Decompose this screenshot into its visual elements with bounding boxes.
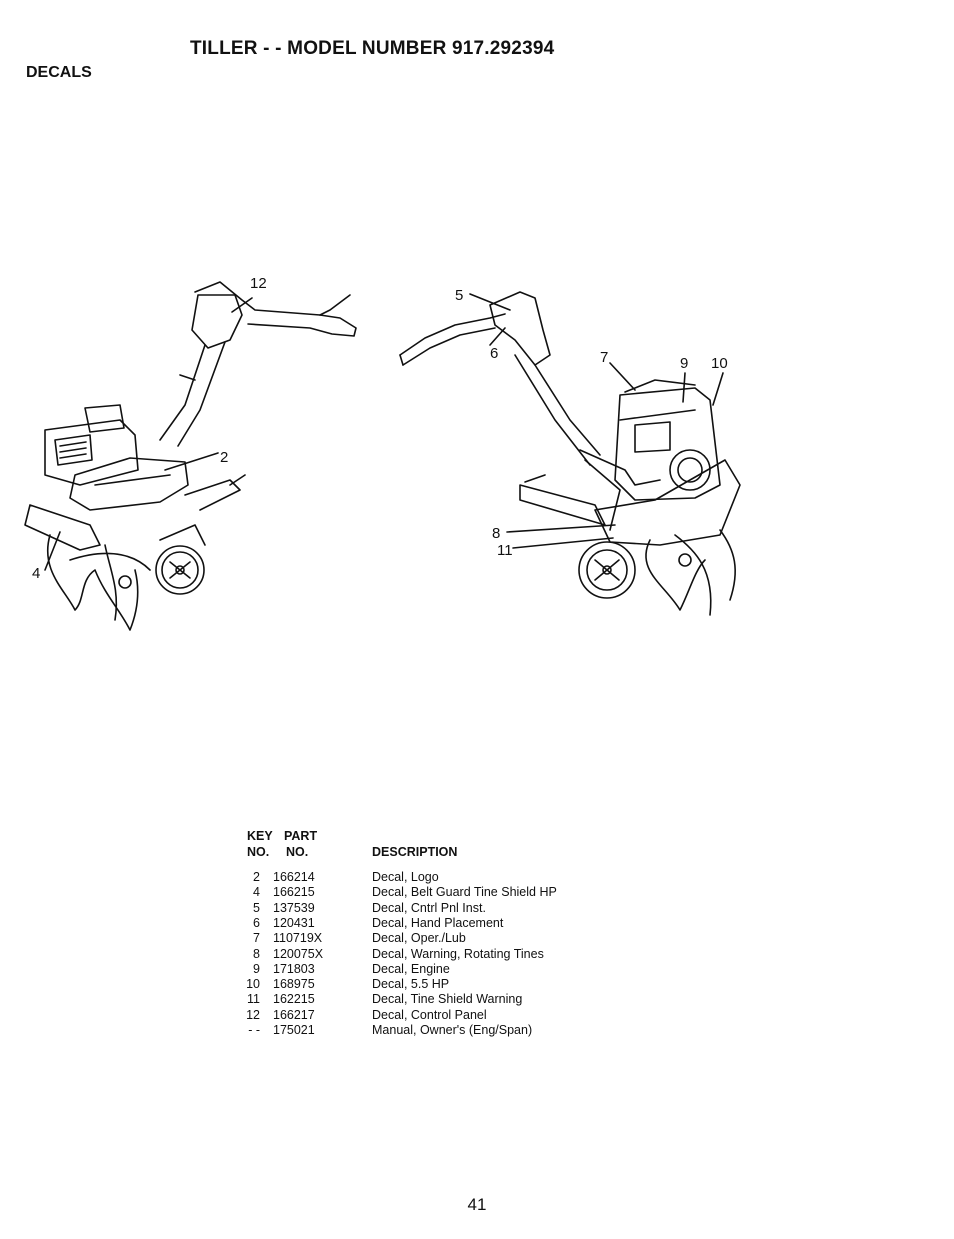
key-no: 5: [253, 900, 260, 915]
callout-10: 10: [711, 355, 728, 372]
header-key-top: KEY: [247, 829, 273, 843]
callout-2: 2: [220, 449, 229, 466]
callout-4: 4: [32, 565, 41, 582]
part-no: 171803: [273, 961, 315, 976]
callout-11: 11: [497, 542, 513, 559]
header-key-bottom: NO.: [247, 845, 270, 859]
description: Decal, Hand Placement: [372, 915, 504, 930]
callout-5: 5: [455, 287, 464, 304]
key-no: 6: [253, 915, 260, 930]
description: Decal, Control Panel: [372, 1007, 487, 1022]
description: Decal, Oper./Lub: [372, 931, 466, 946]
tiller-left-view-svg: [20, 270, 380, 650]
part-no: 175021: [273, 1023, 315, 1037]
header-part-bottom: NO.: [286, 845, 309, 859]
callout-6: 6: [490, 345, 499, 362]
callout-7: 7: [600, 349, 609, 366]
description: Decal, Warning, Rotating Tines: [372, 946, 544, 961]
callout-9: 9: [680, 355, 689, 372]
part-no: 166217: [273, 1007, 315, 1022]
tiller-right-view-svg: [395, 270, 755, 650]
part-no: 166215: [273, 885, 315, 900]
tiller-right-view-diagram: [395, 270, 755, 650]
part-no: 168975: [273, 977, 315, 992]
key-no: 4: [253, 885, 260, 900]
key-no: 8: [253, 946, 260, 961]
key-no: 9: [253, 961, 260, 976]
part-no: 120075X: [273, 946, 324, 961]
key-no: 11: [247, 992, 260, 1007]
description: Decal, Tine Shield Warning: [372, 992, 523, 1007]
callout-12: 12: [250, 275, 267, 292]
description: Decal, Logo: [372, 870, 439, 884]
header-description: DESCRIPTION: [372, 845, 458, 859]
part-no: 110719X: [273, 931, 323, 946]
page-title: TILLER - - MODEL NUMBER 917.292394: [190, 38, 555, 59]
section-heading: DECALS: [26, 64, 92, 81]
key-no: 7: [253, 931, 260, 946]
description: Decal, Belt Guard Tine Shield HP: [372, 885, 557, 900]
part-no: 120431: [273, 915, 315, 930]
description: Manual, Owner's (Eng/Span): [372, 1023, 533, 1037]
key-no: 2: [253, 870, 260, 884]
page-number: 41: [467, 1195, 487, 1214]
key-no: 12: [246, 1007, 260, 1022]
part-no: 166214: [273, 870, 315, 884]
part-no: 162215: [273, 992, 315, 1007]
tiller-left-view-diagram: [20, 270, 380, 650]
header-part-top: PART: [284, 829, 318, 843]
part-no: 137539: [273, 900, 315, 915]
key-no: - -: [248, 1023, 260, 1037]
callout-8: 8: [492, 525, 501, 542]
description: Decal, 5.5 HP: [372, 977, 450, 992]
description: Decal, Engine: [372, 961, 450, 976]
description: Decal, Cntrl Pnl Inst.: [372, 900, 486, 915]
key-no: 10: [246, 977, 260, 992]
